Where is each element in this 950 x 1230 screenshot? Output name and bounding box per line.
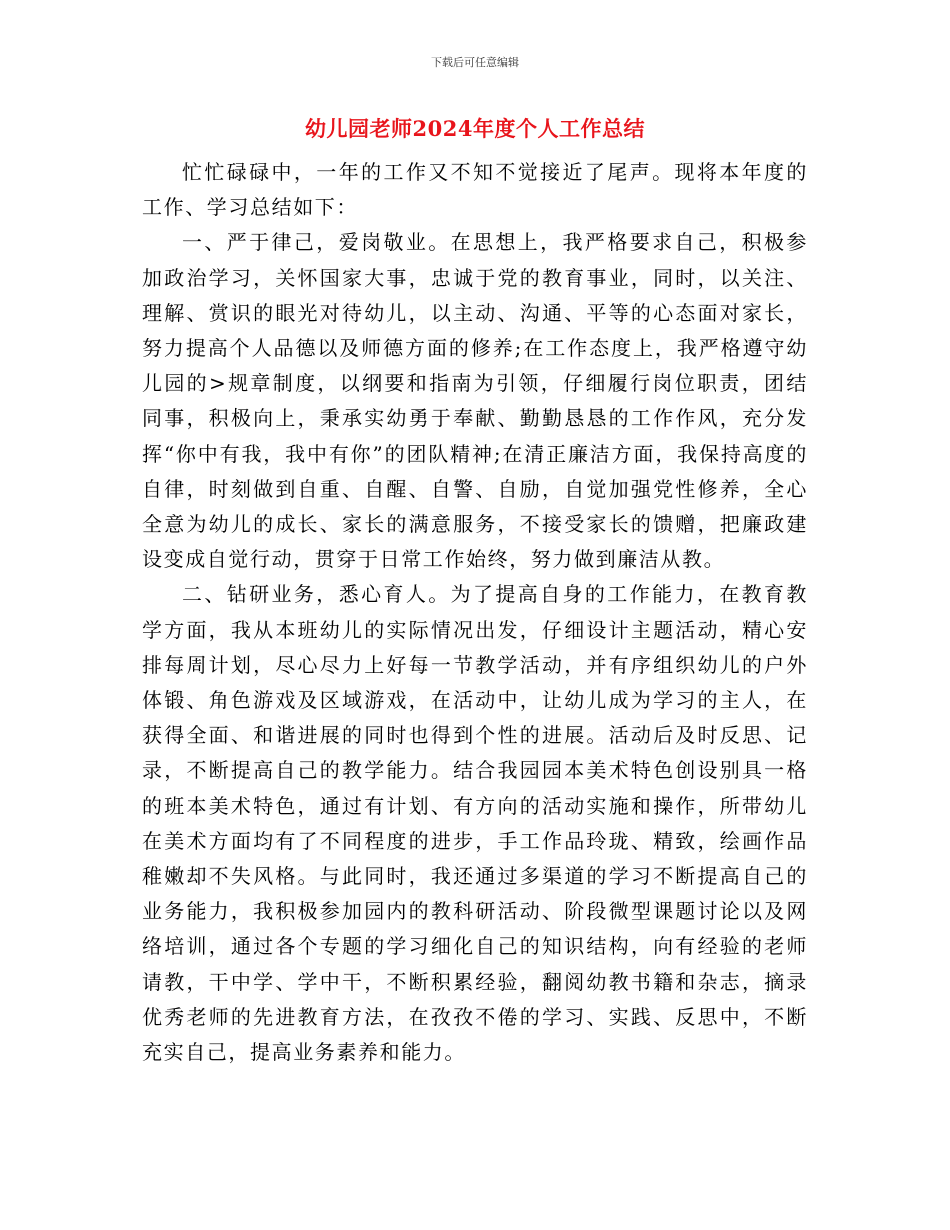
paragraph-section-1: 一、严于律己，爱岗敬业。在思想上，我严格要求自己，积极参加政治学习，关怀国家大事，忠诚于党的教育事业，同时，以关注、理解、赏识的眼光对待幼儿，以主动、沟通、平等的心态面对家长，努力提高个人品德以及师德方面的修养;在工作态度上，我严格遵守幼儿园的>规章制度，以纲要和指南为引领，仔细履行岗位职责，团结同事，积极向上，秉承实幼勇于奉献、勤勤恳恳的工作作风，充分发挥“你中有我，我中有你”的团队精神;在清正廉洁方面，我保持高度的自律，时刻做到自重、自醒、自警、自励，自觉加强党性修养，全心全意为幼儿的成长、家长的满意服务，不接受家长的馈赠，把廉政建设变成自觉行动，贯穿于日常工作始终，努力做到廉洁从教。 — [142, 230, 808, 572]
document-body — [142, 155, 808, 1070]
paragraph-section-2: 二、钻研业务，悉心育人。为了提高自身的工作能力，在教育教学方面，我从本班幼儿的实际情况出发，仔细设计主题活动，精心安排每周计划，尽心尽力上好每一节教学活动，并有序组织幼儿的户外体锻、角色游戏及区域游戏，在活动中，让幼儿成为学习的主人，在获得全面、和谐进展的同时也得到个性的进展。活动后及时反思、记录，不断提高自己的教学能力。结合我园园本美术特色创设别具一格的班本美术特色，通过有计划、有方向的活动实施和操作，所带幼儿在美术方面均有了不同程度的进步，手工作品玲珑、精致，绘画作品稚嫩却不失风格。与此同时，我还通过多渠道的学习不断提高自己的业务能力，我积极参加园内的教科研活动、阶段微型课题讨论以及网络培训，通过各个专题的学习细化自己的知识结构，向有经验的老师请教，干中学、学中干，不断积累经验，翻阅幼教书籍和杂志，摘录优秀老师的先进教育方法，在孜孜不倦的学习、实践、反思中，不断充实自己，提高业务素养和能力。 — [142, 582, 808, 1065]
document-title: 幼儿园老师2024年度个人工作总结 — [305, 116, 645, 141]
page-header: 下载后可任意编辑 — [431, 56, 519, 69]
paragraph-intro: 忙忙碌碌中，一年的工作又不知不觉接近了尾声。现将本年度的工作、学习总结如下： — [142, 160, 808, 220]
